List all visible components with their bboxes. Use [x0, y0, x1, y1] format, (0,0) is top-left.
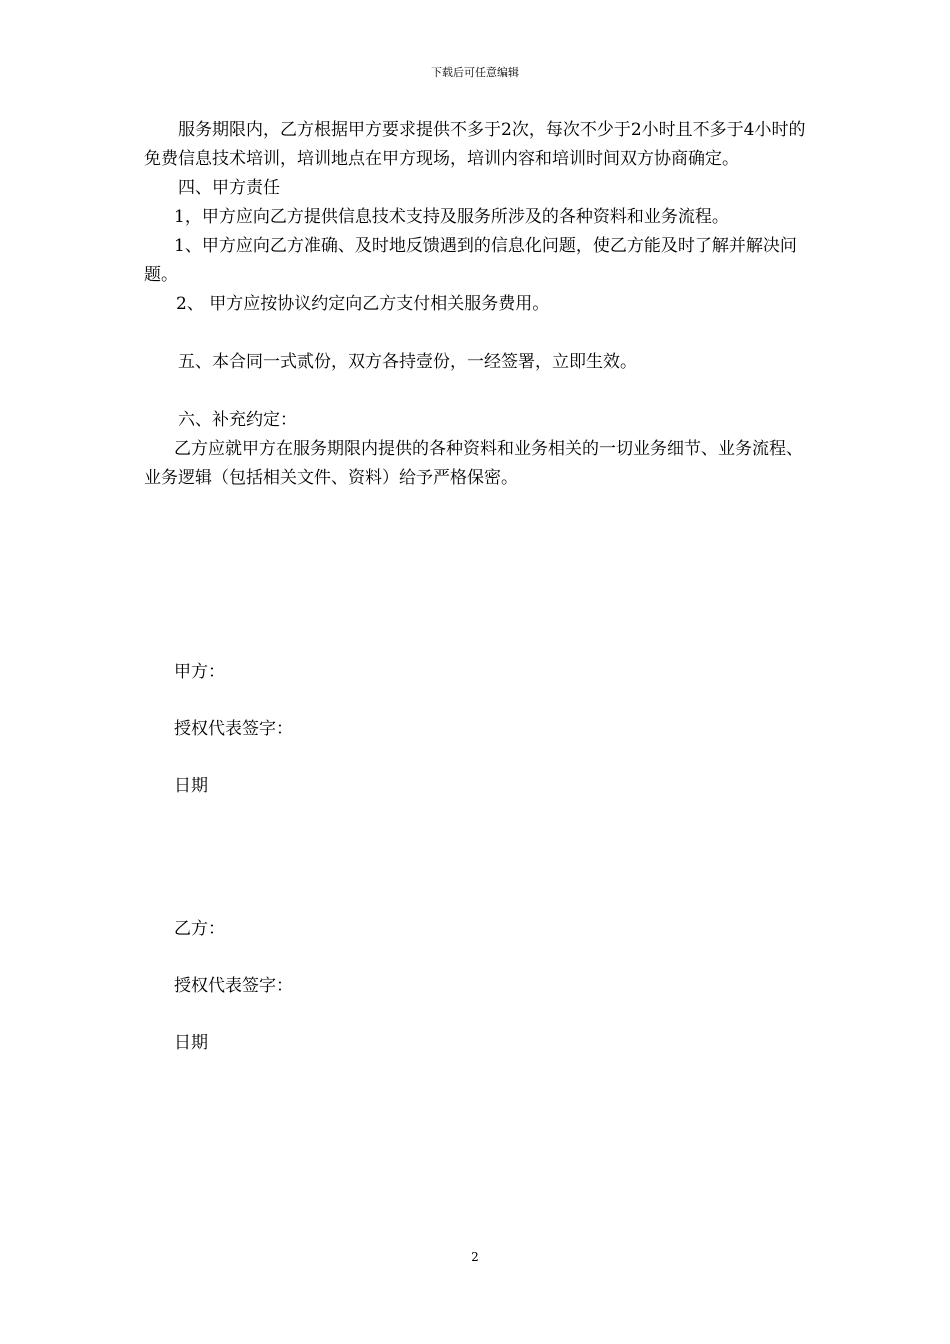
- paragraph-confidentiality: 乙方应就甲方在服务期限内提供的各种资料和业务相关的一切业务细节、业务流程、业务逻辑（包括相关文件、资料）给予严格保密。: [144, 439, 803, 488]
- party-b-label: 乙方：: [174, 919, 225, 939]
- page-number: 2: [471, 1250, 479, 1264]
- section-heading-supplement: 六、补充约定：: [178, 410, 297, 430]
- list-item-duty-1: 1，甲方应向乙方提供信息技术支持及服务所涉及的各种资料和业务流程。: [174, 207, 729, 227]
- party-b-date-label: 日期: [174, 1033, 208, 1053]
- spacer: [144, 319, 809, 348]
- party-a-signature-label: 授权代表签字：: [174, 719, 293, 739]
- list-item-duty-2: 1、甲方应向乙方准确、及时地反馈遇到的信息化问题，使乙方能及时了解并解决问题。: [144, 236, 797, 285]
- section-heading-party-a-duties: 四、甲方责任: [178, 178, 280, 198]
- party-b-signature-label: 授权代表签字：: [174, 976, 293, 996]
- document-body: [144, 116, 809, 493]
- page-header: 下载后可任意编辑: [431, 66, 519, 79]
- paragraph-training: 服务期限内，乙方根据甲方要求提供不多于2次，每次不少于2小时且不多于4小时的免费信息技术培训，培训地点在甲方现场，培训内容和培训时间双方协商确定。: [144, 120, 806, 169]
- section-contract-copies: 五、本合同一式贰份，双方各持壹份，一经签署，立即生效。: [178, 352, 637, 372]
- party-a-label: 甲方：: [174, 662, 225, 682]
- spacer: [144, 377, 809, 406]
- list-item-duty-3: 2、 甲方应按协议约定向乙方支付相关服务费用。: [176, 294, 550, 314]
- party-a-date-label: 日期: [174, 776, 208, 796]
